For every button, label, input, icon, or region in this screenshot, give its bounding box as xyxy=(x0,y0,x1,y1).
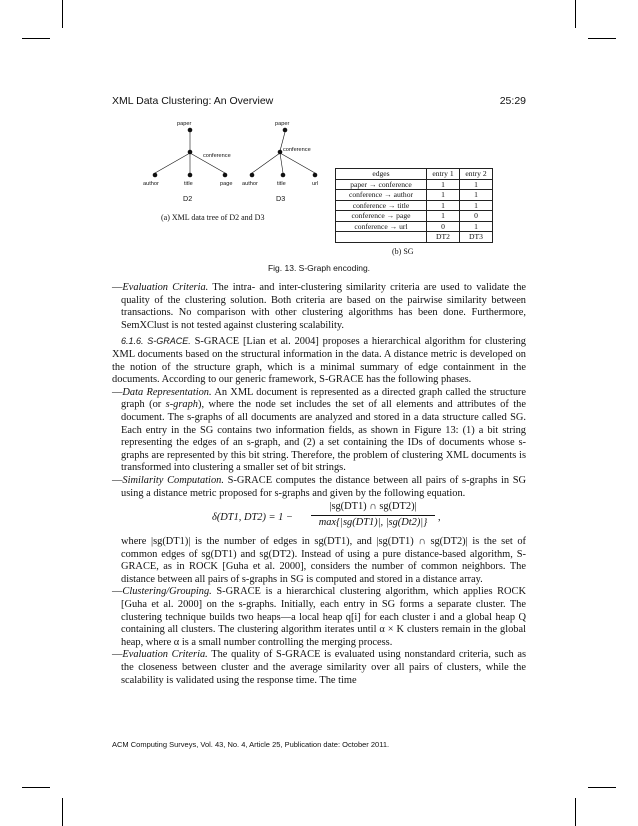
subcaption-b: (b) SG xyxy=(392,247,414,256)
table-cell: conference → url xyxy=(336,221,427,232)
table-cell: 0 xyxy=(427,221,460,232)
d3-doc-label: D3 xyxy=(276,194,286,203)
equation-lhs: δ(DT1, DT2) = 1 − xyxy=(212,512,293,524)
table-cell: conference → title xyxy=(336,200,427,211)
paragraph: —Evaluation Criteria. The intra- and inter-clustering similarity criteria are used to validate the quality of the clustering solution. Both criteria are based on the pairwise similarity between transactions. No comparison with other clustering algorithms has been done. Furthermore, SemXClust is not tested against clustering scalability. xyxy=(112,282,527,331)
table-cell: 1 xyxy=(427,211,460,222)
figure-caption: Fig. 13. S-Graph encoding. xyxy=(267,263,371,273)
table-row xyxy=(336,179,493,190)
paragraph: —Similarity Computation. S-GRACE computes the distance between all pairs of s-graphs in SG using a distance metric proposed for s-graphs and given by the following equation. xyxy=(112,474,526,499)
table-cell: conference → author xyxy=(336,190,427,201)
table-header-row xyxy=(336,169,493,180)
distance-equation: δ(DT1, DT2) = 1 − |sg(DT1) ∩ sg(DT2)| max{|sg(DT1)|, |sg(Dt2)|} , xyxy=(212,501,441,529)
equation-denominator: max{|sg(DT1)|, |sg(Dt2)|} xyxy=(318,517,428,529)
paragraph: —Clustering/Grouping. S-GRACE is a hierarchical clustering algorithm, which applies ROCK [Guha et al. 2000] on the s-graphs. Initially, each entry in SG forms a separate cluster. The clustering technique builds two heaps—a local heap q[i] for each cluster i and a global heap Q containing all clusters. The clustering algorithm iterates until α × K clusters remain in the global heap, where α is a small number controlling the merging process. xyxy=(112,586,526,648)
crop-mark xyxy=(588,787,616,788)
page-footer: ACM Computing Surveys, Vol. 43, No. 4, Article 25, Publication date: October 2011. xyxy=(112,740,390,749)
table-cell: conference → page xyxy=(336,211,427,222)
paragraph: 6.1.6. S-GRACE. S-GRACE [Lian et al. 2004] proposes a hierarchical algorithm for clustering XML documents based on the structural information in the data. A distance metric is developed on the notion of the structure graph, which is a minimal summary of edge containment in the documents. According to our generic framework, S-GRACE has the following phases. xyxy=(112,336,526,386)
table-cell: paper → conference xyxy=(336,179,427,190)
body-text xyxy=(112,282,526,687)
table-header-cell: edges xyxy=(336,169,427,180)
section-number: 6.1.6. xyxy=(121,336,148,347)
paragraph: where |sg(DT1)| is the number of edges in sg(DT1), and |sg(DT1) ∩ sg(DT2)| is the set of common edges of sg(DT1) and sg(DT2). Instead of using a pure distance-based algorithm, S-GRACE, as in ROCK [Guha et al. 2000], considers the number of common neighbors. The distance between all pairs of s-graphs in SG is computed and stored in a distance array. xyxy=(121,536,526,585)
table-cell: 1 xyxy=(427,190,460,201)
section-title: S-GRACE. xyxy=(147,336,191,347)
crop-mark xyxy=(588,38,616,39)
table-cell: 1 xyxy=(460,221,493,232)
crop-mark xyxy=(22,787,50,788)
table-cell: 1 xyxy=(427,179,460,190)
d3-leaf-author: author xyxy=(242,181,258,187)
d2-leaf-title: title xyxy=(184,181,193,187)
crop-mark xyxy=(62,798,63,826)
sg-table xyxy=(335,168,493,243)
table-row xyxy=(336,221,493,232)
subcaption-a: (a) XML data tree of D2 and D3 xyxy=(161,213,265,222)
table-row xyxy=(336,190,493,201)
d2-root-label: paper xyxy=(177,121,192,127)
d3-leaf-url: url xyxy=(312,181,319,187)
table-cell xyxy=(336,232,427,243)
run-in-heading: Data Representation. xyxy=(122,386,212,398)
crop-mark xyxy=(62,0,63,28)
table-header-cell: entry 2 xyxy=(460,169,493,180)
crop-mark xyxy=(22,38,50,39)
table-cell: DT2 xyxy=(427,232,460,243)
table-cell: 1 xyxy=(460,190,493,201)
paragraph: —Evaluation Criteria. The quality of S-GRACE is evaluated using nonstandard criteria, such as the closeness between cluster and the average similarity over all pairs of clusters, while the scalability is validated using the response time. The time xyxy=(112,649,527,686)
running-header xyxy=(112,95,526,109)
running-title: XML Data Clustering: An Overview xyxy=(112,95,274,107)
crop-mark xyxy=(575,0,576,28)
table-cell: 1 xyxy=(460,200,493,211)
d3-mid-label: conference xyxy=(283,147,311,153)
table-header-cell: entry 1 xyxy=(427,169,460,180)
equation-numerator: |sg(DT1) ∩ sg(DT2)| xyxy=(311,501,435,516)
d3-leaf-title: title xyxy=(277,181,286,187)
run-in-heading: Evaluation Criteria. xyxy=(122,282,209,293)
d2-doc-label: D2 xyxy=(183,194,193,203)
run-in-heading: Similarity Computation. xyxy=(122,474,224,486)
run-in-heading: Evaluation Criteria. xyxy=(122,649,208,661)
d3-root-label: paper xyxy=(275,121,290,127)
table-footer-row xyxy=(336,232,493,243)
d2-mid-label: conference xyxy=(203,153,231,159)
paragraph: —Data Representation. An XML document is represented as a directed graph called the structure graph (or s-graph), where the node set includes the set of all elements and attributes of the document. The s-graphs of all documents are analyzed and stored in a data structure called SG. Each entry in the SG contains two information fields, as shown in Figure 13: (1) a bit string representing the edges of an s-graph, and (2) a set containing the IDs of documents whose s-graphs are represented by this bit string. Therefore, the problem of clustering XML documents is transformed into clustering a smaller set of bit strings. xyxy=(112,386,526,474)
page-number: 25:29 xyxy=(499,95,526,107)
table-cell: DT3 xyxy=(460,232,493,243)
table-cell: 1 xyxy=(427,200,460,211)
table-cell: 1 xyxy=(460,179,493,190)
d2-leaf-page: page xyxy=(220,181,233,187)
crop-mark xyxy=(575,798,576,826)
table-row xyxy=(336,211,493,222)
table-row xyxy=(336,200,493,211)
run-in-heading: Clustering/Grouping. xyxy=(122,586,212,598)
xml-data-trees xyxy=(130,118,370,218)
d2-leaf-author: author xyxy=(143,181,159,187)
table-cell: 0 xyxy=(460,211,493,222)
